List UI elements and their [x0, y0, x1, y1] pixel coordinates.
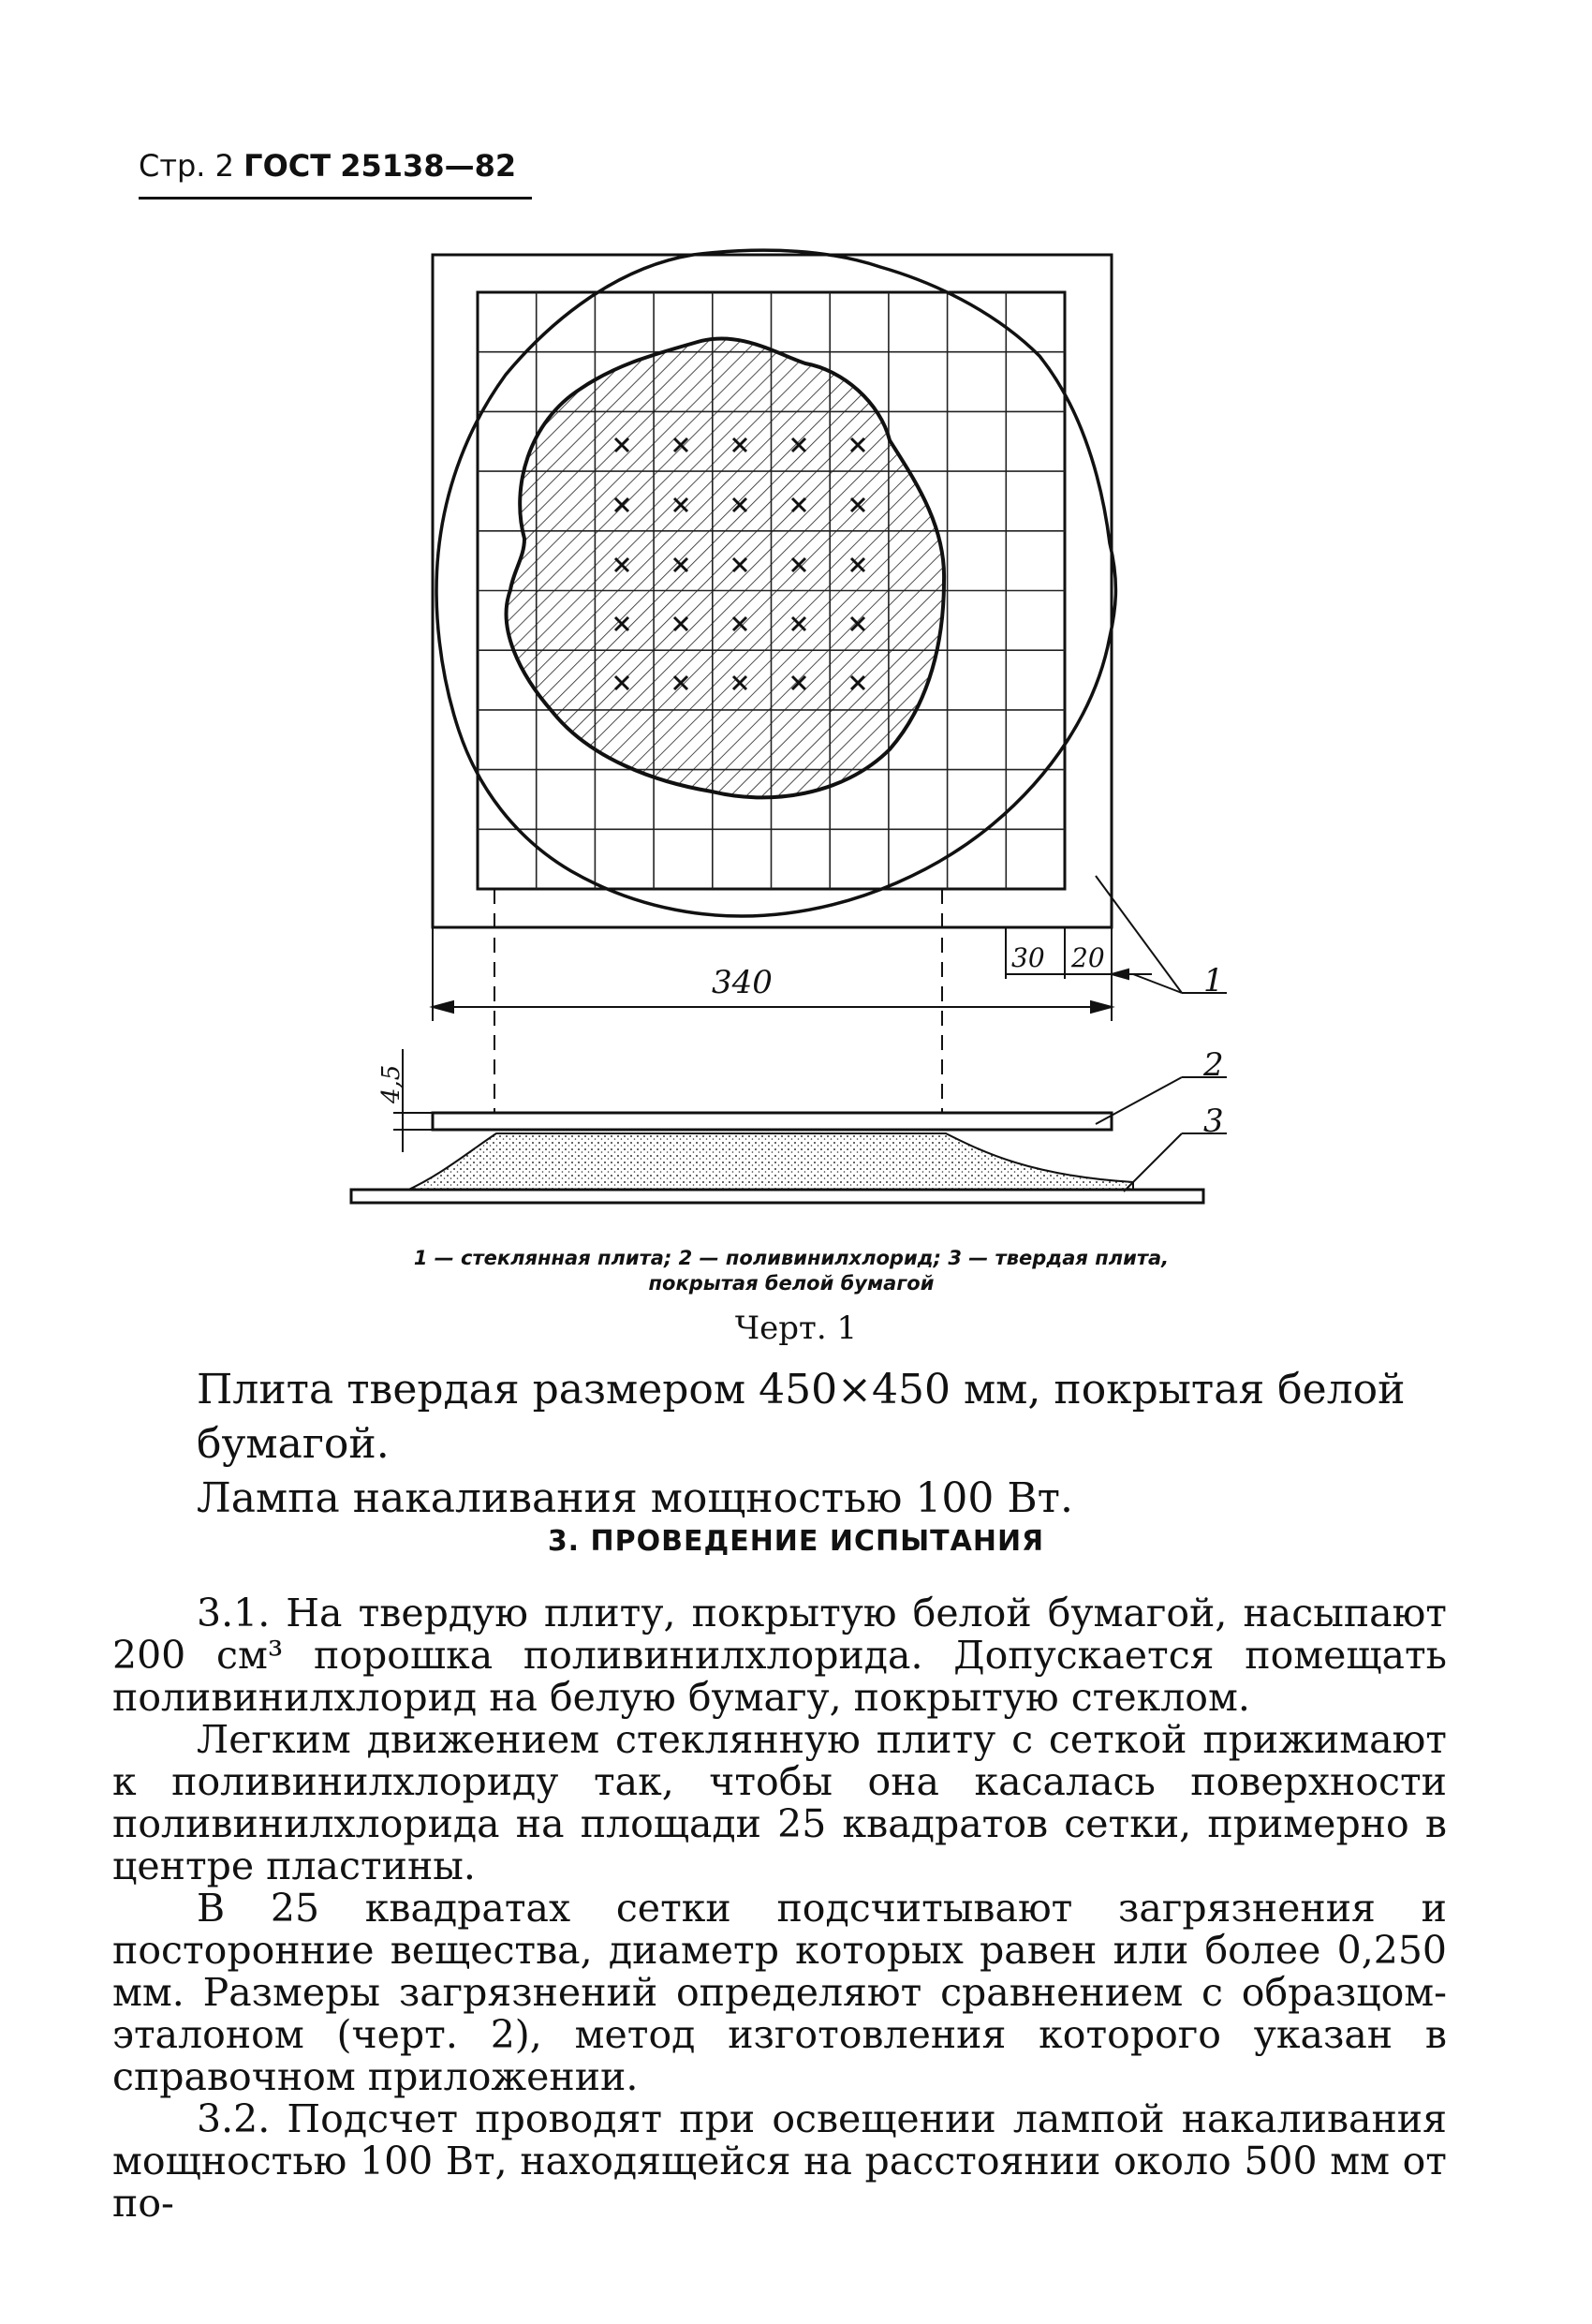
section-title: 3. ПРОВЕДЕНИЕ ИСПЫТАНИЯ — [547, 1525, 1045, 1558]
glass-plate-profile — [433, 1113, 1112, 1130]
standard-number: 25138—82 — [340, 148, 517, 184]
equipment-item: Лампа накаливания мощностью 100 Вт. — [197, 1474, 1073, 1522]
dim-20: 20 — [1071, 942, 1105, 973]
paragraph: В 25 квадратах сетки подсчитывают загрязнения и посторонние вещества, диаметр которых равен или более 0,250 мм. Размеры загрязнений определяют сравнением с образцом-эталоном (черт. 2), метод изготовления которого указан в справочном приложении. — [112, 1886, 1447, 2099]
contact-area — [507, 338, 945, 797]
equipment-item: Плита твердая размером 450×450 мм, покрытая белой бумагой. — [197, 1366, 1406, 1468]
dim-thickness: 4,5 — [377, 1064, 405, 1103]
standard-label: ГОСТ — [243, 148, 332, 184]
figure-caption: Черт. 1 — [734, 1310, 858, 1347]
dashed-guides — [494, 889, 942, 1115]
pvc-powder — [405, 1133, 1133, 1192]
equipment-list — [197, 1363, 1452, 1526]
paragraph: 3.1. На твердую плиту, покрытую белой бумагой, насыпают 200 см³ порошка поливинилхлорида. Допускается помещать поливинилхлорид на белую бумагу, покрытую стеклом. — [112, 1591, 1447, 1720]
callout-leaders — [1096, 876, 1227, 1192]
hard-plate — [351, 1190, 1203, 1203]
dimension-lines — [433, 927, 1152, 1021]
dim-30: 30 — [1011, 942, 1045, 973]
callout-3: 3 — [1203, 1103, 1224, 1140]
section-body — [112, 1592, 1447, 2225]
paragraph: 3.2. Подсчет проводят при освещении лампой накаливания мощностью 100 Вт, находящейся на расстоянии около 500 мм от по- — [112, 2096, 1447, 2226]
legend-line-2: покрытая белой бумагой — [648, 1272, 935, 1295]
paragraph: Легким движением стеклянную плиту с сеткой прижимают к поливинилхлориду так, чтобы она касалась поверхности поливинилхлорида на площади 25 квадратов сетки, примерно в центре пластины. — [112, 1717, 1447, 1888]
callout-2: 2 — [1203, 1046, 1224, 1084]
page-label: Стр. 2 — [139, 148, 234, 184]
figure-legend — [337, 1246, 1246, 1296]
legend-line-1: 1 — стеклянная плита; 2 — поливинилхлорид; 3 — твердая плита, — [413, 1247, 1170, 1269]
dim-340: 340 — [712, 964, 773, 1001]
callout-1: 1 — [1203, 962, 1224, 999]
